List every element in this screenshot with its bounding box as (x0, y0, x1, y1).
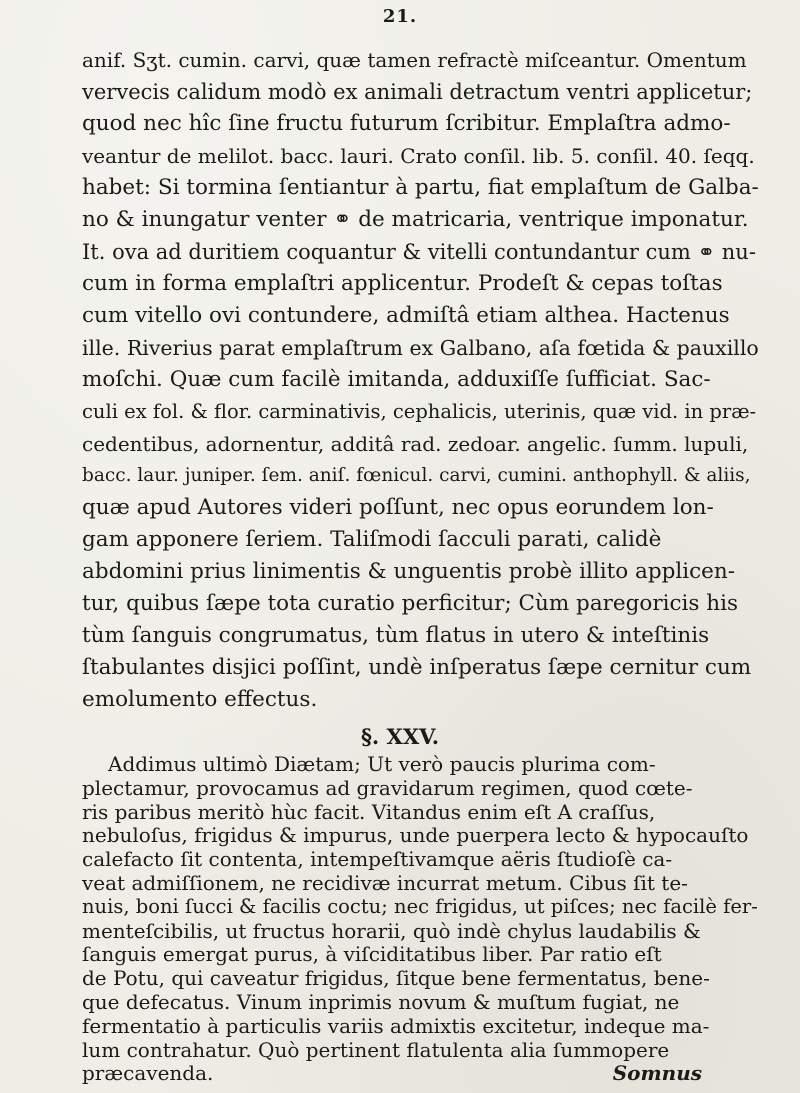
text-line: cedentibus, adornentur, additâ rad. zedoar. angelic. ſumm. lupuli, (82, 432, 749, 456)
text-line: vervecis calidum modò ex animali detractum ventri applicetur; (82, 80, 753, 104)
text-line: quæ apud Autores videri poſſunt, nec opus eorundem lon- (82, 495, 714, 520)
text-line: nebuloſus, frigidus & impurus, unde puerpera lecto & hypocauſto (82, 823, 749, 848)
text-line: de Potu, qui caveatur frigidus, ſitque bene fermentatus, bene- (82, 966, 710, 991)
text-line: veat admiſſionem, ne recidivæ incurrat metum. Cibus ſit te- (82, 871, 688, 895)
text-line: veantur de melilot. bacc. lauri. Crato conſil. lib. 5. conſil. 40. ſeqq. (82, 144, 755, 168)
text-line: cum in forma emplaſtri applicentur. Prodeſt & cepas toſtas (82, 271, 723, 296)
text-line: cum vitello ovi contundere, admiſtâ etiam althea. Hactenus (82, 303, 730, 328)
text-line: emolumento effectus. (82, 687, 318, 712)
text-line: gam apponere ſeriem. Taliſmodi ſacculi parati, calidè (82, 527, 662, 552)
text-line: præcavenda. (82, 1061, 214, 1086)
text-line: anif. Sʒt. cumin. carvi, quæ tamen refractè miſceantur. Omentum (82, 48, 747, 72)
text-line: It. ova ad duritiem coquantur & vitelli contundantur cum ⚭ nu- (82, 240, 756, 264)
text-line: Addimus ultimò Diætam; Ut verò paucis plurima com- (108, 752, 656, 776)
text-line: ſanguis emergat purus, à viſciditatibus liber. Par ratio eſt (82, 942, 662, 967)
text-line: calefacto ſit contenta, intempeſtivamque aëris ſtudioſè ca- (82, 847, 673, 872)
text-line: no & inungatur venter ⚭ de matricaria, ventrique imponatur. (82, 207, 749, 232)
text-line: culi ex fol. & flor. carminativis, cephalicis, uterinis, quæ vid. in præ- (82, 400, 757, 423)
text-line: habet: Si tormina ſentiantur à partu, fiat emplaſtum de Galba- (82, 175, 759, 200)
text-line: ille. Riverius parat emplaſtrum ex Galbano, aſa fœtida & pauxillo (82, 336, 759, 360)
text-line: abdomini prius linimentis & unguentis probè illito applicen- (82, 559, 735, 584)
text-line: ſtabulantes disjici poſſint, undè inſperatus ſæpe cernitur cum (82, 655, 752, 680)
text-line: fermentatio à particulis variis admixtis excitetur, indeque ma- (82, 1013, 710, 1038)
catchword: Somnus (612, 1061, 702, 1086)
page-number: 21. (382, 6, 418, 27)
text-line: tùm ſanguis congrumatus, tùm flatus in utero & inteſtinis (82, 623, 710, 648)
text-line: que defecatus. Vinum inprimis novum & muſtum fugiat, ne (82, 990, 680, 1014)
text-line: menteſcibilis, ut fructus horarii, quò indè chylus laudabilis & (82, 918, 701, 943)
text-line: plectamur, provocamus ad gravidarum regimen, quod cœte- (82, 775, 693, 800)
text-line: nuis, boni ſucci & facilis coctu; nec frigidus, ut piſces; nec facilè fer- (82, 894, 758, 918)
text-line: quod nec hîc ſine fructu futurum ſcribitur. Emplaſtra admo- (82, 111, 731, 136)
text-line: bacc. laur. juniper. ſem. aniſ. fœnicul. carvi, cumini. anthophyll. & aliis, (82, 465, 751, 486)
section-heading: §. XXV. (360, 724, 440, 749)
text-line: moſchi. Quæ cum facilè imitanda, adduxiſſe ſufficiat. Sac- (82, 367, 711, 392)
text-line: lum contrahatur. Quò pertinent flatulenta alia ſummopere (82, 1037, 670, 1062)
text-line: tur, quibus ſæpe tota curatio perficitur; Cùm paregoricis his (82, 591, 739, 616)
text-line: ris paribus meritò hùc facit. Vitandus enim eſt A craſſus, (82, 799, 656, 824)
